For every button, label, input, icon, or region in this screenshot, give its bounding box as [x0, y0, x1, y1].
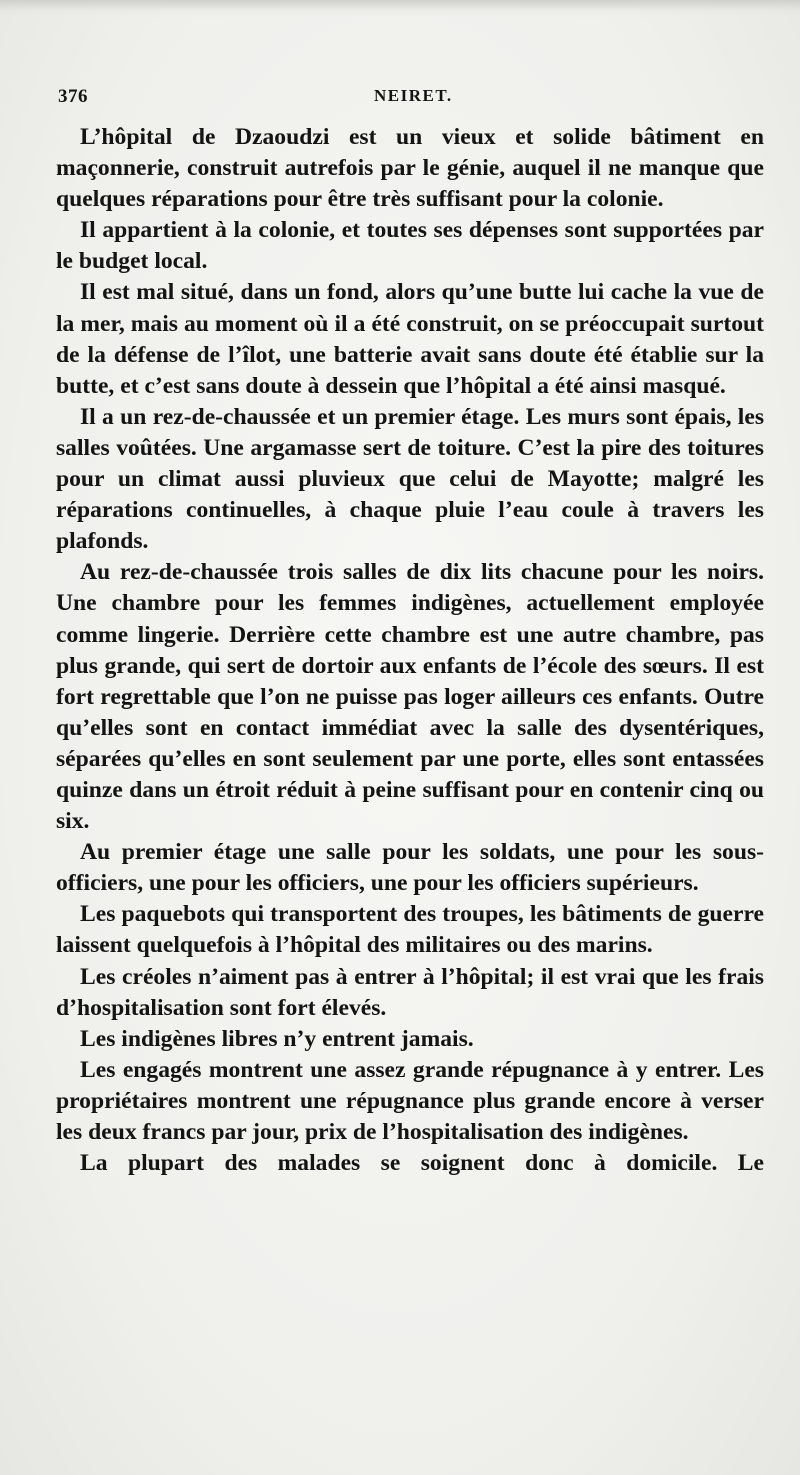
paragraph: Au premier étage une salle pour les soldats, une pour les sous-officiers, une pour les officiers, une pour les officiers supérieurs.	[56, 839, 764, 897]
paragraph: Il appartient à la colonie, et toutes ses dépenses sont supportées par le budget local.	[56, 217, 764, 275]
paragraph: Les créoles n’aiment pas à entrer à l’hôpital; il est vrai que les frais d’hospitalisation sont fort élevés.	[56, 963, 764, 1021]
paragraph: Les engagés montrent une assez grande répugnance à y entrer. Les propriétaires montrent une répugnance plus grande encore à verser les deux francs par jour, prix de l’hospitalisation des indigènes.	[56, 1056, 764, 1145]
paragraph: Il est mal situé, dans un fond, alors qu’une butte lui cache la vue de la mer, mais au moment où il a été construit, on se préoccupait surtout de la défense de l’îlot, une batterie avait sans doute été établie sur la butte, et c’est sans doute à dessein que l’hôpital a été ainsi masqué.	[56, 279, 764, 399]
paragraph-continued: La plupart des malades se soignent donc à domicile. Le	[80, 1150, 764, 1177]
paragraph: L’hôpital de Dzaoudzi est un vieux et solide bâtiment en maçonnerie, construit autrefois par le génie, auquel il ne manque que quelques réparations pour être très suffisant pour la colonie.	[56, 124, 764, 213]
page-number: 376	[58, 86, 88, 107]
paragraph: Les indigènes libres n’y entrent jamais.	[80, 1025, 474, 1052]
paragraph: Il a un rez-de-chaussée et un premier étage. Les murs sont épais, les salles voûtées. Une argamasse sert de toiture. C’est la pire des toitures pour un climat aussi pluvieux que celui de Mayotte; malgré les réparations continuelles, à chaque pluie l’eau coule à travers les plafonds.	[56, 403, 764, 555]
running-title: NEIRET.	[374, 86, 453, 105]
body-text	[56, 122, 764, 1179]
paragraph: Au rez-de-chaussée trois salles de dix lits chacune pour les noirs. Une chambre pour les femmes indigènes, actuellement employée comme lingerie. Derrière cette chambre est une autre chambre, pas plus grande, qui sert de dortoir aux enfants de l’école des sœurs. Il est fort regrettable que l’on ne puisse pas loger ailleurs ces enfants. Outre qu’elles sont en contact immédiat avec la salle des dysentériques, séparées qu’elles en sont seulement par une porte, elles sont entassées quinze dans un étroit réduit à peine suffisant pour en contenir cinq ou six.	[56, 559, 764, 835]
running-head	[58, 86, 764, 112]
scan-edge	[0, 0, 800, 18]
paragraph: Les paquebots qui transportent des troupes, les bâtiments de guerre laissent quelquefois à l’hôpital des militaires ou des marins.	[56, 901, 764, 959]
